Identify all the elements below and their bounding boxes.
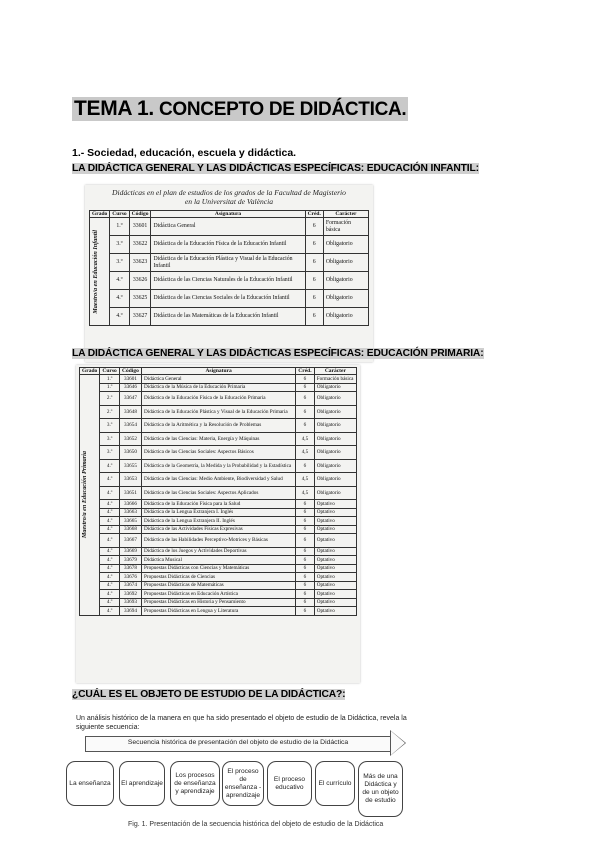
box-proceso-educativo: El proceso educativo bbox=[267, 761, 312, 806]
cell-caracter: Obligatorio bbox=[314, 392, 356, 406]
table-row bbox=[80, 564, 357, 573]
cell-cred: 6 bbox=[296, 375, 315, 384]
cell-codigo: 33653 bbox=[119, 473, 141, 487]
table-row bbox=[80, 534, 357, 548]
cell-codigo: 33623 bbox=[129, 254, 151, 272]
cell-caracter: Optativo bbox=[314, 547, 356, 556]
cell-caracter: Obligatorio bbox=[314, 419, 356, 433]
cell-cred: 6 bbox=[305, 236, 323, 254]
cell-caracter: Optativo bbox=[314, 581, 356, 590]
cell-codigo: 33601 bbox=[129, 218, 151, 236]
cell-cred: 6 bbox=[305, 254, 323, 272]
cell-curso: 4.º bbox=[100, 486, 120, 500]
cell-asig: Propuestas Didácticas en Educación Artística bbox=[142, 590, 296, 599]
table-row bbox=[80, 392, 357, 406]
cell-caracter: Optativo bbox=[314, 525, 356, 534]
cell-curso: 4.º bbox=[100, 459, 120, 473]
cell-caracter: Optativo bbox=[314, 556, 356, 565]
sequence-arrow-head-fill bbox=[391, 731, 405, 755]
cell-codigo: 33667 bbox=[119, 534, 141, 548]
cell-caracter: Formación básica bbox=[314, 375, 356, 384]
cell-curso: 1.º bbox=[100, 383, 120, 392]
grado-label: Maestro/a en Educación Primaria bbox=[81, 451, 88, 539]
table-row bbox=[90, 272, 369, 290]
cell-cred: 6 bbox=[296, 581, 315, 590]
cell-curso: 4.º bbox=[100, 590, 120, 599]
box-ensenanza: La enseñanza bbox=[66, 761, 114, 806]
cell-caracter: Optativo bbox=[314, 598, 356, 607]
table-row bbox=[90, 290, 369, 308]
cell-codigo: 33625 bbox=[129, 290, 151, 308]
figure-caption: Fig. 1. Presentación de la secuencia histórica del objeto de estudio de la Didáctica bbox=[128, 821, 384, 828]
cell-curso: 4.º bbox=[100, 534, 120, 548]
cell-caracter: Obligatorio bbox=[314, 405, 356, 419]
cell-codigo: 33654 bbox=[119, 419, 141, 433]
cell-caracter: Obligatorio bbox=[323, 272, 368, 290]
col-header: Curso bbox=[110, 211, 129, 218]
col-header: Carácter bbox=[314, 368, 356, 375]
table-row bbox=[80, 547, 357, 556]
cell-codigo: 33648 bbox=[119, 405, 141, 419]
cell-cred: 6 bbox=[305, 272, 323, 290]
cell-caracter: Obligatorio bbox=[314, 432, 356, 446]
table-row bbox=[80, 607, 357, 616]
cell-caracter: Obligatorio bbox=[314, 486, 356, 500]
table-row bbox=[80, 500, 357, 509]
cell-curso: 2.º bbox=[100, 405, 120, 419]
cell-codigo: 33647 bbox=[119, 392, 141, 406]
cell-caracter: Optativo bbox=[314, 607, 356, 616]
table-row bbox=[80, 446, 357, 460]
table-row bbox=[90, 254, 369, 272]
cell-curso: 2.º bbox=[100, 392, 120, 406]
section-heading: 1.- Sociedad, educación, escuela y didáctica. bbox=[72, 147, 297, 159]
cell-caracter: Formación básica bbox=[323, 218, 368, 236]
cell-cred: 6 bbox=[296, 547, 315, 556]
table-row bbox=[80, 419, 357, 433]
cell-codigo: 33693 bbox=[119, 598, 141, 607]
col-header: Asignatura bbox=[142, 368, 296, 375]
col-header: Créd. bbox=[305, 211, 323, 218]
cell-asig: Didáctica de la Educación Física para la Salud bbox=[142, 500, 296, 509]
cell-caracter: Optativo bbox=[314, 508, 356, 517]
cell-codigo: 33678 bbox=[119, 564, 141, 573]
heading-objeto: ¿CUÁL ES EL OBJETO DE ESTUDIO DE LA DIDÁCTICA?: bbox=[72, 689, 346, 700]
cell-curso: 4.º bbox=[100, 607, 120, 616]
cell-caracter: Optativo bbox=[314, 590, 356, 599]
cell-asig: Didáctica de la Educación Física de la Educación Infantil bbox=[151, 236, 305, 254]
cell-curso: 3.º bbox=[100, 432, 120, 446]
table-row bbox=[80, 432, 357, 446]
cell-asig: Didáctica de los Juegos y Actividades Deportivas bbox=[142, 547, 296, 556]
heading-primaria: LA DIDÁCTICA GENERAL Y LAS DIDÁCTICAS ESPECÍFICAS: EDUCACIÓN PRIMARIA: bbox=[72, 348, 484, 359]
infantil-table-scan bbox=[85, 185, 373, 362]
cell-asig: Didáctica de la Educación Plástica y Visual de la Educación Infantil bbox=[151, 254, 305, 272]
cell-asig: Didáctica de las Actividades Físicas Expresivas bbox=[142, 525, 296, 534]
table-row bbox=[90, 236, 369, 254]
table-row bbox=[90, 218, 369, 236]
cell-cred: 6 bbox=[296, 564, 315, 573]
table-row bbox=[80, 459, 357, 473]
cell-asig: Didáctica General bbox=[151, 218, 305, 236]
cell-codigo: 33668 bbox=[119, 525, 141, 534]
cell-curso: 4.º bbox=[100, 581, 120, 590]
cell-codigo: 33676 bbox=[119, 573, 141, 582]
cell-codigo: 33692 bbox=[119, 590, 141, 599]
cell-cred: 4,5 bbox=[296, 446, 315, 460]
cell-caracter: Obligatorio bbox=[323, 254, 368, 272]
cell-curso: 4.º bbox=[100, 525, 120, 534]
cell-cred: 6 bbox=[296, 419, 315, 433]
col-header: Créd. bbox=[296, 368, 315, 375]
cell-cred: 6 bbox=[296, 383, 315, 392]
sequence-arrow-label: Secuencia histórica de presentación del objeto de estudio de la Didáctica bbox=[127, 739, 349, 746]
cell-caracter: Obligatorio bbox=[323, 308, 368, 326]
cell-cred: 6 bbox=[296, 525, 315, 534]
cell-codigo: 33666 bbox=[119, 500, 141, 509]
cell-asig: Didáctica de la Geometría, la Medida y la Probabilidad y la Estadística bbox=[142, 459, 296, 473]
table-row bbox=[80, 473, 357, 487]
cell-caracter: Obligatorio bbox=[314, 473, 356, 487]
primaria-table bbox=[79, 367, 357, 616]
table-row bbox=[80, 598, 357, 607]
cell-asig: Didáctica de las Ciencias Sociales: Aspectos Aplicados bbox=[142, 486, 296, 500]
col-header: Código bbox=[129, 211, 151, 218]
cell-asig: Didáctica de las Habilidades Perceptivo-Motrices y Básicas bbox=[142, 534, 296, 548]
cell-curso: 4.º bbox=[110, 272, 129, 290]
cell-caracter: Obligatorio bbox=[314, 446, 356, 460]
cell-cred: 6 bbox=[305, 308, 323, 326]
cell-codigo: 33679 bbox=[119, 556, 141, 565]
cell-cred: 6 bbox=[305, 218, 323, 236]
grado-label: Maestro/a en Educación Infantil bbox=[92, 229, 99, 314]
cell-asig: Didáctica de las Ciencias Naturales de la Educación Infantil bbox=[151, 272, 305, 290]
cell-caracter: Obligatorio bbox=[323, 290, 368, 308]
table-row bbox=[80, 486, 357, 500]
objeto-paragraph: Un análisis histórico de la manera en que ha sido presentado el objeto de estudio de la Didáctica, revela la siguiente secuencia: bbox=[76, 715, 407, 731]
cell-curso: 4.º bbox=[100, 508, 120, 517]
col-header: Código bbox=[119, 368, 141, 375]
cell-cred: 6 bbox=[296, 573, 315, 582]
cell-cred: 6 bbox=[296, 405, 315, 419]
cell-codigo: 33674 bbox=[119, 581, 141, 590]
cell-asig: Didáctica de las Ciencias Sociales: Aspectos Básicos bbox=[142, 446, 296, 460]
grado-cell bbox=[80, 375, 100, 616]
cell-asig: Propuestas Didácticas en Lengua y Literatura bbox=[142, 607, 296, 616]
cell-curso: 4.º bbox=[100, 500, 120, 509]
cell-asig: Didáctica Musical bbox=[142, 556, 296, 565]
col-header: Carácter bbox=[323, 211, 368, 218]
cell-cred: 6 bbox=[296, 556, 315, 565]
primaria-table-scan bbox=[76, 365, 360, 683]
cell-caracter: Optativo bbox=[314, 534, 356, 548]
box-mas-didactica: Más de una Didáctica y de un objeto de estudio bbox=[358, 761, 403, 817]
cell-curso: 4.º bbox=[110, 290, 129, 308]
cell-curso: 4.º bbox=[100, 556, 120, 565]
cell-cred: 6 bbox=[296, 534, 315, 548]
cell-cred: 6 bbox=[296, 500, 315, 509]
cell-curso: 4.º bbox=[100, 547, 120, 556]
table-row bbox=[90, 308, 369, 326]
table-row bbox=[80, 383, 357, 392]
cell-caracter: Optativo bbox=[314, 573, 356, 582]
cell-curso: 4.º bbox=[100, 473, 120, 487]
cell-cred: 6 bbox=[296, 392, 315, 406]
cell-cred: 4,5 bbox=[296, 432, 315, 446]
cell-cred: 6 bbox=[305, 290, 323, 308]
cell-asig: Didáctica de las Ciencias Sociales de la Educación Infantil bbox=[151, 290, 305, 308]
cell-caracter: Obligatorio bbox=[314, 459, 356, 473]
cell-codigo: 33651 bbox=[119, 486, 141, 500]
cell-codigo: 33694 bbox=[119, 607, 141, 616]
table-row bbox=[80, 556, 357, 565]
table-row bbox=[80, 581, 357, 590]
cell-asig: Propuestas Didácticas de Matemáticas bbox=[142, 581, 296, 590]
table-row bbox=[80, 375, 357, 384]
col-header: Asignatura bbox=[151, 211, 305, 218]
title-number: TEMA 1. bbox=[74, 97, 154, 120]
cell-codigo: 33665 bbox=[119, 517, 141, 526]
cell-cred: 4,5 bbox=[296, 473, 315, 487]
cell-asig: Didáctica de la Lengua Extranjera I. Inglés bbox=[142, 508, 296, 517]
cell-codigo: 33669 bbox=[119, 547, 141, 556]
cell-codigo: 33601 bbox=[119, 375, 141, 384]
cell-caracter: Optativo bbox=[314, 564, 356, 573]
box-curriculo: El currículo bbox=[315, 761, 355, 806]
cell-asig: Propuestas Didácticas con Ciencias y Matemáticas bbox=[142, 564, 296, 573]
col-header: Curso bbox=[100, 368, 120, 375]
cell-cred: 4,5 bbox=[296, 486, 315, 500]
cell-asig: Propuestas Didácticas de Ciencias bbox=[142, 573, 296, 582]
box-procesos: Los procesos de enseñanza y aprendizaje bbox=[170, 761, 220, 806]
cell-caracter: Optativo bbox=[314, 517, 356, 526]
cell-asig: Didáctica de la Educación Plástica y Visual de la Educación Primaria bbox=[142, 405, 296, 419]
box-aprendizaje: El aprendizaje bbox=[119, 761, 165, 806]
cell-cred: 6 bbox=[296, 508, 315, 517]
cell-cred: 6 bbox=[296, 607, 315, 616]
table-row bbox=[80, 405, 357, 419]
cell-codigo: 33663 bbox=[119, 508, 141, 517]
cell-curso: 4.º bbox=[100, 517, 120, 526]
cell-codigo: 33646 bbox=[119, 383, 141, 392]
cell-asig: Didáctica de las Matemáticas de la Educación Infantil bbox=[151, 308, 305, 326]
cell-asig: Didáctica de las Ciencias: Materia, Energía y Máquinas bbox=[142, 432, 296, 446]
table-row bbox=[80, 525, 357, 534]
cell-codigo: 33652 bbox=[119, 432, 141, 446]
heading-infantil: LA DIDÁCTICA GENERAL Y LAS DIDÁCTICAS ESPECÍFICAS: EDUCACIÓN INFANTIL: bbox=[72, 163, 479, 174]
cell-asig: Didáctica General bbox=[142, 375, 296, 384]
cell-caracter: Obligatorio bbox=[323, 236, 368, 254]
cell-cred: 6 bbox=[296, 590, 315, 599]
cell-asig: Didáctica de la Lengua Extranjera II. Inglés bbox=[142, 517, 296, 526]
cell-curso: 3.º bbox=[110, 254, 129, 272]
box-proceso-ea: El proceso de enseñanza - aprendizaje bbox=[222, 761, 264, 806]
table-row bbox=[80, 590, 357, 599]
cell-curso: 4.º bbox=[110, 308, 129, 326]
cell-cred: 6 bbox=[296, 517, 315, 526]
title-text: CONCEPTO DE DIDÁCTICA. bbox=[158, 99, 407, 120]
cell-curso: 3.º bbox=[110, 236, 129, 254]
cell-asig: Didáctica de la Música de la Educación Primaria bbox=[142, 383, 296, 392]
col-header: Grado bbox=[80, 368, 100, 375]
cell-curso: 3.º bbox=[100, 446, 120, 460]
cell-cred: 6 bbox=[296, 598, 315, 607]
cell-asig: Didáctica de la Educación Física de la Educación Primaria bbox=[142, 392, 296, 406]
infantil-table bbox=[89, 210, 369, 326]
cell-codigo: 33655 bbox=[119, 459, 141, 473]
cell-asig: Didáctica de la Aritmética y la Resolución de Problemas bbox=[142, 419, 296, 433]
table-row bbox=[80, 508, 357, 517]
cell-cred: 6 bbox=[296, 459, 315, 473]
table-row bbox=[80, 517, 357, 526]
cell-asig: Propuestas Didácticas en Historia y Pensamiento bbox=[142, 598, 296, 607]
cell-codigo: 33626 bbox=[129, 272, 151, 290]
infantil-caption-line1: Didácticas en el plan de estudios de los grados de la Facultad de Magisterio bbox=[112, 188, 346, 197]
page-title bbox=[72, 97, 408, 121]
cell-caracter: Optativo bbox=[314, 500, 356, 509]
col-header: Grado bbox=[90, 211, 110, 218]
cell-curso: 4.º bbox=[100, 564, 120, 573]
cell-codigo: 33650 bbox=[119, 446, 141, 460]
cell-curso: 1.º bbox=[100, 375, 120, 384]
table-row bbox=[80, 573, 357, 582]
cell-codigo: 33627 bbox=[129, 308, 151, 326]
grado-cell bbox=[90, 218, 110, 326]
cell-codigo: 33622 bbox=[129, 236, 151, 254]
cell-curso: 3.º bbox=[100, 419, 120, 433]
infantil-caption-line2: en la Universitat de València bbox=[184, 197, 274, 206]
cell-curso: 4.º bbox=[100, 598, 120, 607]
cell-asig: Didáctica de las Ciencias: Medio Ambiente, Biodiversidad y Salud bbox=[142, 473, 296, 487]
cell-curso: 4.º bbox=[100, 573, 120, 582]
cell-curso: 1.º bbox=[110, 218, 129, 236]
cell-caracter: Obligatorio bbox=[314, 383, 356, 392]
